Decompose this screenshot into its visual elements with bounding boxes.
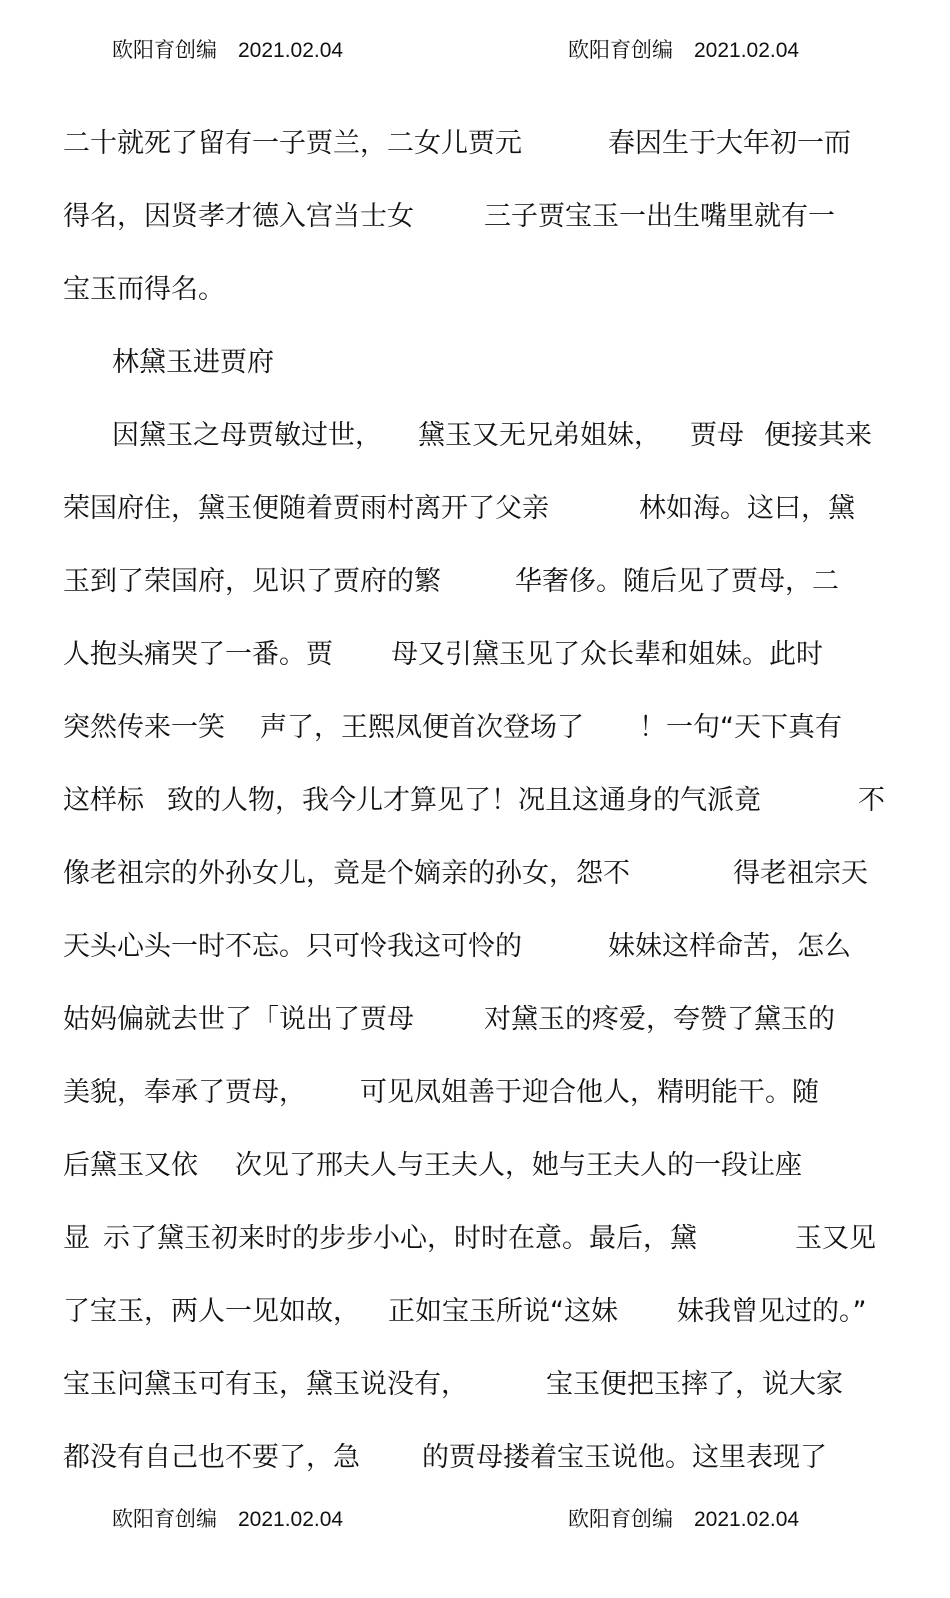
text-segment: 后黛玉又依	[63, 1150, 198, 1181]
text-segment: 的贾母搂着宝玉说他。这里表现了	[422, 1442, 827, 1473]
text-segment: 示了黛玉初来时的步步小心，时时在意。最后，黛	[103, 1223, 697, 1254]
heading-text: 林黛玉进贾府	[112, 347, 274, 378]
text-segment: 便接其来	[764, 420, 872, 451]
text-segment: 像老祖宗的外孙女儿，竟是个嫡亲的孙女，怨不	[63, 858, 630, 889]
text-segment: 妹我曾见过的。”	[677, 1296, 867, 1327]
text-segment: 显	[63, 1223, 90, 1254]
text-segment: 突然传来一笑	[63, 712, 225, 743]
text-segment: 玉到了荣国府，见识了贾府的繁	[63, 566, 441, 597]
text-segment: 宝玉而得名。	[63, 274, 225, 305]
text-segment: 不	[858, 785, 885, 816]
text-segment: 次见了邢夫人与王夫人，她与王夫人的一段让座	[235, 1150, 802, 1181]
text-segment: 三子贾宝玉一出生嘴里就有一	[484, 201, 835, 232]
text-segment: 玉又见	[795, 1223, 876, 1254]
text-segment: 华奢侈。随后见了贾母，二	[515, 566, 839, 597]
text-segment: 二十就死了留有一子贾兰，二女儿贾元	[63, 128, 522, 159]
text-segment: 声了，王熙凤便首次登场了	[260, 712, 584, 743]
text-segment: 荣国府住，黛玉便随着贾雨村离开了父亲	[63, 493, 549, 524]
text-segment: 春因生于大年初一而	[608, 128, 851, 159]
text-segment: 黛玉又无兄弟姐妹，	[418, 420, 661, 451]
footer-right-text: 欧阳育创编 2021.02.04	[568, 1508, 800, 1531]
text-segment: 人抱头痛哭了一番。贾	[63, 639, 333, 670]
text-segment: 天头心头一时不忘。只可怜我这可怜的	[63, 931, 522, 962]
text-segment: 妹妹这样命苦，怎么	[608, 931, 851, 962]
text-segment: 都没有自己也不要了，急	[63, 1442, 360, 1473]
text-segment: 因黛玉之母贾敏过世，	[112, 420, 382, 451]
text-segment: ！一句“天下真有	[639, 712, 842, 743]
header-left-text: 欧阳育创编 2021.02.04	[112, 39, 344, 62]
text-segment: 得名，因贤孝才德入宫当士女	[63, 201, 414, 232]
text-segment: 了宝玉，两人一见如故，	[63, 1296, 360, 1327]
text-segment: 林如海。这曰，黛	[639, 493, 855, 524]
text-segment: 这样标	[63, 785, 144, 816]
text-segment: 对黛玉的疼爱，夸赞了黛玉的	[484, 1004, 835, 1035]
text-segment: 得老祖宗天	[733, 858, 868, 889]
footer-left-text: 欧阳育创编 2021.02.04	[112, 1508, 344, 1531]
text-segment: 美貌，奉承了贾母，	[63, 1077, 306, 1108]
text-segment: 母又引黛玉见了众长辈和姐妹。此时	[391, 639, 823, 670]
text-segment: 宝玉问黛玉可有玉，黛玉说没有，	[63, 1369, 468, 1400]
text-segment: 致的人物，我今儿才算见了！况且这通身的气派竟	[167, 785, 761, 816]
text-segment: 宝玉便把玉摔了，说大家	[546, 1369, 843, 1400]
text-segment: 贾母	[690, 420, 744, 451]
text-segment: 可见凤姐善于迎合他人，精明能干。随	[360, 1077, 819, 1108]
text-segment: 正如宝玉所说“这妹	[388, 1296, 618, 1327]
header-right-text: 欧阳育创编 2021.02.04	[568, 39, 800, 62]
text-segment: 姑妈偏就去世了「说出了贾母	[63, 1004, 414, 1035]
